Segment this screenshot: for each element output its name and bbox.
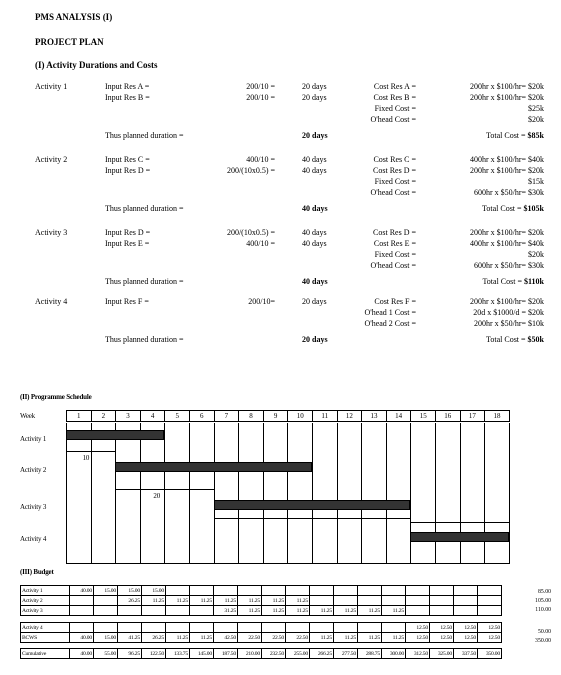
planned-duration-value: 40 days (302, 204, 328, 213)
budget-row-label: Activity 4 (21, 623, 70, 633)
cost-label: O'head 2 Cost = (364, 319, 416, 328)
week-header-7: 7 (214, 410, 240, 422)
budget-cell (190, 586, 214, 596)
week-header-11: 11 (312, 410, 338, 422)
week-header-8: 8 (238, 410, 264, 422)
duration-value: 20 days (302, 93, 327, 102)
budget-row-total: 85.00 (537, 589, 551, 595)
gantt-bar-activity-1 (66, 430, 164, 440)
budget-cell: 266.25 (310, 649, 334, 659)
planned-duration-value: 20 days (302, 131, 328, 140)
grid-vline (410, 423, 411, 563)
budget-cell (478, 586, 502, 596)
budget-cell: 26.25 (118, 596, 142, 606)
week-header-1: 1 (66, 410, 92, 422)
budget-cell (406, 586, 430, 596)
planned-duration-label: Thus planned duration = (105, 277, 184, 286)
resource-input: Input Res B = (105, 93, 150, 102)
budget-gap-cell (21, 616, 502, 623)
grid-hline (66, 563, 510, 564)
budget-row-total: 110.00 (535, 607, 551, 613)
budget-row (21, 633, 502, 643)
week-label: Week (20, 412, 35, 420)
total-cost-value: $50k (527, 335, 544, 344)
planned-duration-label: Thus planned duration = (105, 335, 184, 344)
grid-vline (91, 423, 92, 563)
cost-label: Fixed Cost = (374, 177, 416, 186)
budget-cell: 11.25 (382, 606, 406, 616)
cost-label: Cost Res A = (373, 82, 416, 91)
budget-cell (334, 623, 358, 633)
budget-row-label: Activity 2 (21, 596, 70, 606)
budget-cell (454, 606, 478, 616)
total-cost-value: $105k (523, 204, 544, 213)
budget-cell: 11.25 (214, 596, 238, 606)
resource-input: Input Res C = (105, 155, 150, 164)
budget-cell (94, 596, 118, 606)
cost-value: $25k (528, 104, 544, 113)
budget-cell (190, 623, 214, 633)
cost-value: 200hr x $100/hr= $20k (469, 228, 544, 237)
float-note: 20 (153, 492, 160, 500)
budget-cell (310, 586, 334, 596)
budget-cell (406, 606, 430, 616)
budget-cell (382, 586, 406, 596)
budget-cell (238, 623, 262, 633)
cost-value: 600hr x $50/hr= $30k (473, 261, 544, 270)
total-cost-value: $110k (523, 277, 544, 286)
schedule-row-activity-1: Activity 1 (20, 435, 47, 443)
duration-calc: 200/10 = (246, 82, 275, 91)
budget-cell: 12.50 (430, 623, 454, 633)
total-cost-value: $85k (527, 131, 544, 140)
budget-cell: 96.25 (118, 649, 142, 659)
budget-cell (430, 596, 454, 606)
week-header-16: 16 (435, 410, 461, 422)
week-header-9: 9 (263, 410, 289, 422)
section-heading-durations: (I) Activity Durations and Costs (35, 60, 158, 70)
section-heading-budget: (III) Budget (20, 568, 54, 576)
duration-value: 40 days (302, 228, 327, 237)
budget-cell: 12.50 (430, 633, 454, 643)
schedule-row-activity-3: Activity 3 (20, 503, 47, 511)
budget-cell (70, 596, 94, 606)
week-header-6: 6 (189, 410, 215, 422)
budget-cell (166, 623, 190, 633)
total-cost-label: Total Cost = (486, 131, 528, 140)
budget-cell (310, 596, 334, 606)
budget-cell (334, 586, 358, 596)
cost-value: 200hr x $50/hr= $10k (473, 319, 544, 328)
cost-label: O'head Cost = (370, 261, 416, 270)
week-header-2: 2 (91, 410, 117, 422)
resource-input: Input Res F = (105, 297, 149, 306)
float-note: 10 (82, 454, 90, 462)
budget-cell: 11.25 (238, 606, 262, 616)
budget-cell: 11.25 (382, 633, 406, 643)
budget-cell: 11.25 (262, 596, 286, 606)
cost-label: Cost Res E = (373, 239, 416, 248)
budget-cell: 41.25 (118, 633, 142, 643)
gantt-bar-activity-3 (214, 500, 411, 510)
budget-cell (358, 586, 382, 596)
cost-value: 200hr x $100/hr= $20k (469, 82, 544, 91)
budget-cell (118, 606, 142, 616)
float-line (66, 451, 115, 452)
planned-duration-label: Thus planned duration = (105, 204, 184, 213)
duration-value: 20 days (302, 82, 327, 91)
total-cost (430, 277, 544, 286)
budget-cell: 31.25 (214, 606, 238, 616)
cost-value: 200hr x $100/hr= $20k (469, 93, 544, 102)
budget-cell: 325.00 (430, 649, 454, 659)
total-cost-label: Total Cost = (486, 335, 528, 344)
budget-cell (70, 606, 94, 616)
budget-row-total: 350.00 (535, 638, 551, 644)
activity-name: Activity 3 (35, 228, 68, 237)
budget-cell: 11.25 (310, 606, 334, 616)
grid-vline (66, 423, 67, 563)
doc-title: PMS ANALYSIS (I) (35, 12, 113, 22)
duration-value: 40 days (302, 166, 327, 175)
section-heading-schedule: (II) Programme Schedule (20, 393, 92, 401)
budget-cell (142, 606, 166, 616)
budget-cell (358, 596, 382, 606)
budget-cell: 210.00 (238, 649, 262, 659)
planned-duration-value: 20 days (302, 335, 328, 344)
week-header-18: 18 (484, 410, 510, 422)
cost-value: 200hr x $100/hr= $20k (469, 297, 544, 306)
budget-cell: 15.00 (142, 586, 166, 596)
budget-cell (262, 586, 286, 596)
planned-duration-value: 40 days (302, 277, 328, 286)
resource-input: Input Res A = (105, 82, 150, 91)
cost-value: 400hr x $100/hr= $40k (469, 239, 544, 248)
budget-cell (310, 623, 334, 633)
budget-cell (190, 606, 214, 616)
activity-name: Activity 4 (35, 297, 68, 306)
budget-cell: 22.50 (262, 633, 286, 643)
float-line (115, 489, 213, 490)
budget-cell (478, 596, 502, 606)
budget-cell (430, 606, 454, 616)
budget-cell: 55.00 (94, 649, 118, 659)
grid-vline (287, 423, 288, 563)
grid-vline (435, 423, 436, 563)
budget-cell (166, 606, 190, 616)
budget-cell: 12.50 (478, 623, 502, 633)
duration-value: 40 days (302, 155, 327, 164)
budget-cell (94, 623, 118, 633)
cost-label: O'head 1 Cost = (364, 308, 416, 317)
budget-cell: 11.25 (166, 596, 190, 606)
budget-cell: 11.25 (190, 596, 214, 606)
cost-label: Fixed Cost = (374, 104, 416, 113)
grid-vline (337, 423, 338, 563)
budget-cell: 12.50 (406, 623, 430, 633)
duration-calc: 200/(10x0.5) = (226, 228, 275, 237)
budget-cell (382, 596, 406, 606)
budget-cell: 12.50 (406, 633, 430, 643)
budget-row (21, 596, 502, 606)
budget-cell: 15.00 (94, 586, 118, 596)
budget-cell: 277.50 (334, 649, 358, 659)
budget-cell: 11.25 (358, 633, 382, 643)
budget-cell: 22.50 (238, 633, 262, 643)
budget-table (20, 585, 502, 659)
budget-cell: 255.00 (286, 649, 310, 659)
week-header-12: 12 (337, 410, 363, 422)
budget-row-label: Cumulative (21, 649, 70, 659)
week-header-10: 10 (287, 410, 313, 422)
cost-label: Fixed Cost = (374, 250, 416, 259)
grid-vline (140, 423, 141, 563)
budget-cell: 40.00 (70, 633, 94, 643)
budget-cell: 11.25 (358, 606, 382, 616)
activity-name: Activity 2 (35, 155, 68, 164)
budget-cell: 15.00 (94, 633, 118, 643)
cost-label: O'head Cost = (370, 115, 416, 124)
week-header-3: 3 (115, 410, 141, 422)
week-header-15: 15 (410, 410, 436, 422)
budget-row (21, 623, 502, 633)
grid-vline (263, 423, 264, 563)
budget-cell: 350.00 (478, 649, 502, 659)
total-cost-label: Total Cost = (482, 204, 524, 213)
total-cost-label: Total Cost = (482, 277, 524, 286)
budget-cell: 300.00 (382, 649, 406, 659)
gantt-bar-activity-2 (115, 462, 312, 472)
budget-cell: 11.25 (334, 633, 358, 643)
resource-input: Input Res D = (105, 166, 151, 175)
budget-cell (214, 623, 238, 633)
budget-row-label: Activity 1 (21, 586, 70, 596)
planned-duration-label: Thus planned duration = (105, 131, 184, 140)
budget-gap-row (21, 616, 502, 623)
cost-label: O'head Cost = (370, 188, 416, 197)
budget-cell (214, 586, 238, 596)
total-cost (430, 131, 544, 140)
budget-cell: 40.00 (70, 586, 94, 596)
grid-vline (214, 423, 215, 563)
cost-value: 200hr x $100/hr= $20k (469, 166, 544, 175)
doc-subtitle: PROJECT PLAN (35, 37, 104, 47)
budget-cell (118, 623, 142, 633)
budget-cell: 312.50 (406, 649, 430, 659)
budget-cell: 337.50 (454, 649, 478, 659)
budget-cell: 145.00 (190, 649, 214, 659)
cost-value: $20k (528, 115, 544, 124)
budget-row (21, 649, 502, 659)
duration-calc: 200/(10x0.5) = (226, 166, 275, 175)
budget-row-label: Activity 3 (21, 606, 70, 616)
cost-label: Cost Res D = (373, 228, 416, 237)
week-header-4: 4 (140, 410, 166, 422)
budget-cell (94, 606, 118, 616)
budget-cell (406, 596, 430, 606)
budget-cell: 288.75 (358, 649, 382, 659)
activity-name: Activity 1 (35, 82, 68, 91)
budget-row (21, 586, 502, 596)
budget-cell: 11.25 (334, 606, 358, 616)
budget-cell: 12.50 (454, 623, 478, 633)
budget-cell: 12.50 (478, 633, 502, 643)
grid-vline (386, 423, 387, 563)
budget-cell: 133.75 (166, 649, 190, 659)
budget-cell (142, 623, 166, 633)
budget-cell (454, 586, 478, 596)
cost-label: Cost Res C = (373, 155, 416, 164)
gantt-bar-activity-4 (410, 532, 508, 542)
grid-vline (361, 423, 362, 563)
budget-cell (382, 623, 406, 633)
schedule-row-activity-2: Activity 2 (20, 466, 47, 474)
duration-calc: 200/10= (248, 297, 275, 306)
budget-cell: 11.25 (238, 596, 262, 606)
duration-value: 20 days (302, 297, 327, 306)
cost-label: Cost Res B = (373, 93, 416, 102)
grid-vline (484, 423, 485, 563)
budget-cell (286, 586, 310, 596)
grid-vline (164, 423, 165, 563)
total-cost (430, 335, 544, 344)
cost-value: $15k (528, 177, 544, 186)
budget-cell: 22.50 (286, 633, 310, 643)
grid-vline (115, 423, 116, 563)
cost-label: Cost Res F = (374, 297, 416, 306)
duration-calc: 400/10 = (246, 155, 275, 164)
budget-cell: 122.50 (142, 649, 166, 659)
budget-cell: 11.25 (286, 596, 310, 606)
total-cost (430, 204, 544, 213)
grid-vline (460, 423, 461, 563)
resource-input: Input Res D = (105, 228, 151, 237)
resource-input: Input Res E = (105, 239, 150, 248)
budget-cell: 11.25 (286, 606, 310, 616)
budget-cell (478, 606, 502, 616)
grid-vline (509, 423, 510, 563)
budget-cell (358, 623, 382, 633)
budget-cell: 187.50 (214, 649, 238, 659)
week-header-14: 14 (386, 410, 412, 422)
budget-cell (334, 596, 358, 606)
grid-vline (238, 423, 239, 563)
cost-label: Cost Res D = (373, 166, 416, 175)
budget-cell (70, 623, 94, 633)
cost-value: $20k (528, 250, 544, 259)
budget-cell (262, 623, 286, 633)
float-line (410, 522, 508, 523)
cost-value: 400hr x $100/hr= $40k (469, 155, 544, 164)
budget-cell: 11.25 (262, 606, 286, 616)
budget-cell: 232.50 (262, 649, 286, 659)
duration-calc: 200/10 = (246, 93, 275, 102)
week-header-17: 17 (460, 410, 486, 422)
week-header-13: 13 (361, 410, 387, 422)
duration-calc: 400/10 = (246, 239, 275, 248)
budget-cell (430, 586, 454, 596)
budget-cell: 15.00 (118, 586, 142, 596)
budget-cell: 26.25 (142, 633, 166, 643)
budget-cell: 11.25 (142, 596, 166, 606)
budget-cell: 11.25 (166, 633, 190, 643)
grid-vline (312, 423, 313, 563)
grid-vline (189, 423, 190, 563)
budget-row-total: 105.00 (535, 598, 551, 604)
budget-cell: 40.00 (70, 649, 94, 659)
schedule-row-activity-4: Activity 4 (20, 535, 47, 543)
cost-value: 20d x $1000/d = $20k (473, 308, 544, 317)
programme-schedule-grid (66, 410, 510, 563)
duration-value: 40 days (302, 239, 327, 248)
budget-cell: 11.25 (190, 633, 214, 643)
budget-cell: 11.25 (310, 633, 334, 643)
cost-value: 600hr x $50/hr= $30k (473, 188, 544, 197)
week-header-5: 5 (164, 410, 190, 422)
budget-cell (286, 623, 310, 633)
budget-cell (166, 586, 190, 596)
budget-cell: 12.50 (454, 633, 478, 643)
budget-cell (238, 586, 262, 596)
budget-row-label: BCWS (21, 633, 70, 643)
budget-row-total: 50.00 (537, 629, 551, 635)
budget-row (21, 606, 502, 616)
budget-cell (454, 596, 478, 606)
float-line (214, 518, 411, 519)
budget-cell: 42.50 (214, 633, 238, 643)
